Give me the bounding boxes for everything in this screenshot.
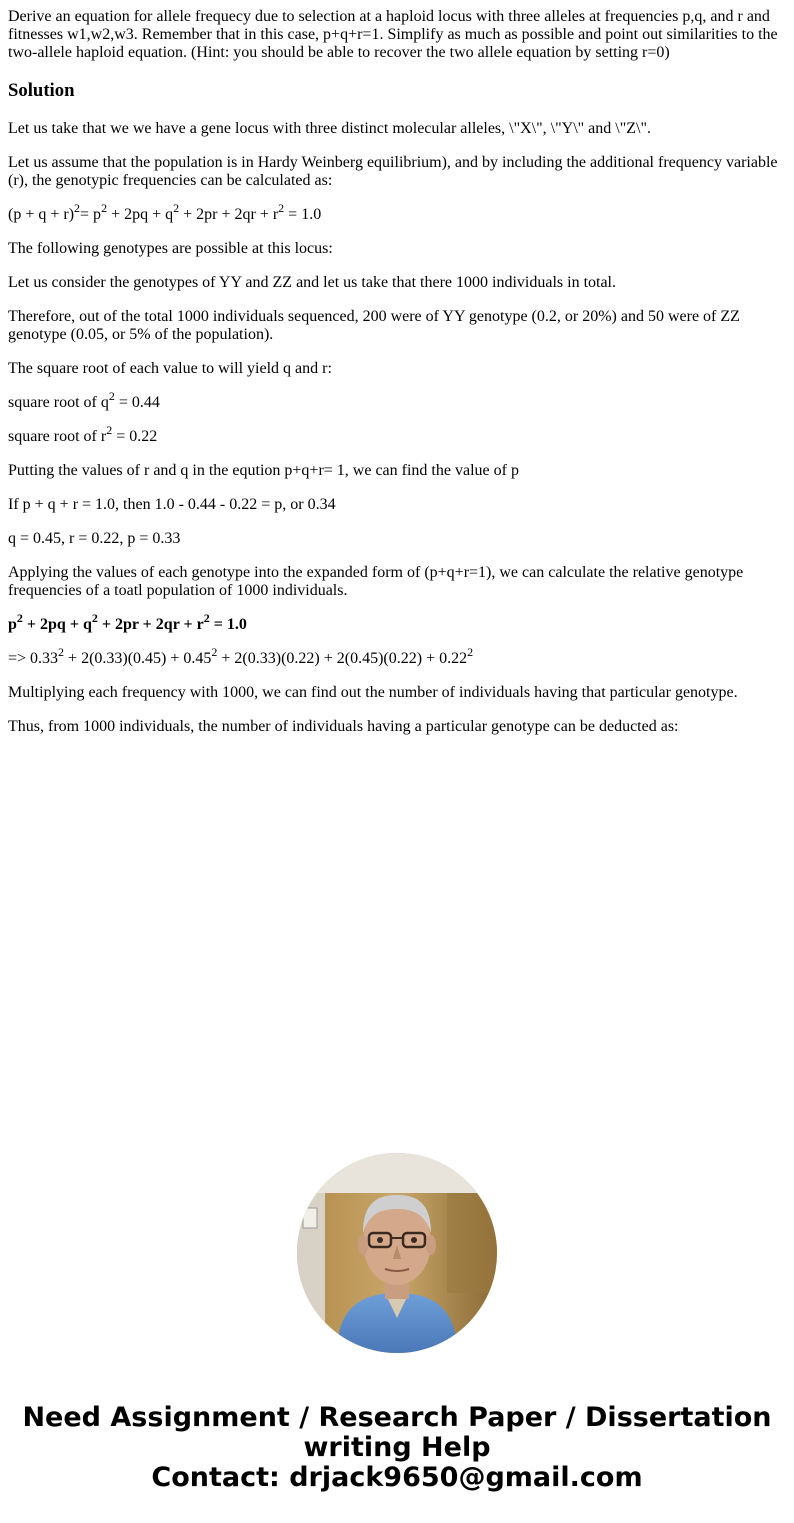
footer-line-1: Need Assignment / Research Paper / Dissertation (22, 1402, 772, 1433)
footer-line-2: writing Help (303, 1432, 491, 1463)
question-text: Derive an equation for allele frequecy due to selection at a haploid locus with three alleles at frequencies p,q, and r and fitnesses w1,w2,w3. Remember that in this case, p+q+r=1. Simplify as much as possible and point out similarities to the two-allele haploid equation. (Hint: you should be able to recover the two allele equation by setting r=0) (8, 8, 778, 61)
paragraph-square-root: The square root of each value to will yield q and r: (8, 360, 332, 377)
avatar (297, 1153, 497, 1353)
paragraph-multiplying: Multiplying each frequency with 1000, we can find out the number of individuals having that particular genotype. (8, 684, 738, 701)
equation-substituted: => $0.33^2 + 2(0.33)(0.45) + 0.45^2 + 2(0.33)(0.22) + 2(0.45)(0.22) + 0.22^2$ (8, 644, 474, 667)
paragraph-alleles: Let us take that we we have a gene locus with three distinct molecular alleles, \"X\", \"Y\" and \"Z\". (8, 120, 651, 137)
footer-banner (0, 1403, 794, 1493)
document-body (8, 0, 786, 752)
avatar-portrait (297, 1153, 497, 1353)
equation-sqrt-r: square root of $r^2 = 0.22$ (8, 422, 158, 445)
paragraph-compute-p: If p + q + r = 1.0, then 1.0 - 0.44 - 0.22 = p, or 0.34 (8, 496, 336, 513)
paragraph-hardy-weinberg: Let us assume that the population is in Hardy Weinberg equilibrium), and by including the additional frequency variable (r), the genotypic frequencies can be calculated as: (8, 154, 778, 189)
footer-contact: Contact: drjack9650@gmail.com (151, 1462, 643, 1493)
paragraph-putting-values: Putting the values of r and q in the eqution p+q+r= 1, we can find the value of p (8, 462, 519, 479)
paragraph-sequenced: Therefore, out of the total 1000 individuals sequenced, 200 were of YY genotype (0.2, or 20%) and 50 were of ZZ genotype (0.05, or 5% of the population). (8, 308, 740, 343)
paragraph-consider: Let us consider the genotypes of YY and ZZ and let us take that there 1000 individuals in total. (8, 274, 616, 291)
paragraph-applying: Applying the values of each genotype into the expanded form of (p+q+r=1), we can calculate the relative genotype frequencies of a toatl population of 1000 individuals. (8, 564, 744, 599)
paragraph-values: q = 0.45, r = 0.22, p = 0.33 (8, 530, 181, 547)
equation-expansion: $(p + q + r)^2= p^2 + 2pq + q^2 + 2pr + 2qr + r^2 = 1.0$ (8, 200, 322, 223)
equation-bold: $p^2 + 2pq + q^2 + 2pr + 2qr + r^2 = 1.0$ (8, 610, 247, 633)
paragraph-genotypes: The following genotypes are possible at this locus: (8, 240, 333, 257)
equation-sqrt-q: square root of $q^2 = 0.44$ (8, 388, 160, 411)
paragraph-deducted: Thus, from 1000 individuals, the number of individuals having a particular genotype can be deducted as: (8, 718, 679, 735)
solution-heading: Solution (8, 80, 75, 101)
